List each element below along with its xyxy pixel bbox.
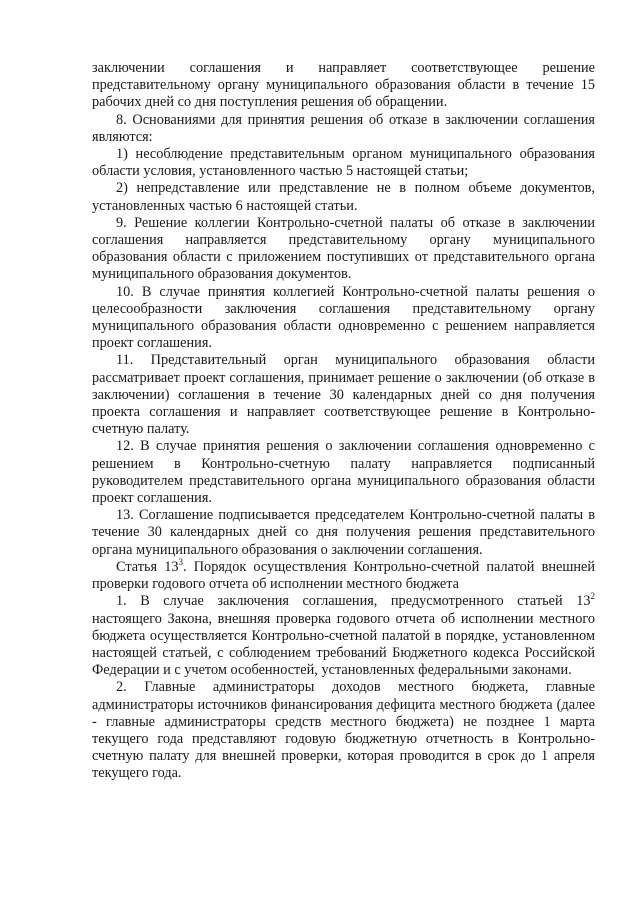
article-heading-title: . Порядок осуществления Контрольно-счетной палатой внешней проверки годового отчета об исполнении местного бюджета xyxy=(92,558,595,593)
article-paragraph-1-superscript: 2 xyxy=(590,591,595,602)
paragraph-13: 13. Соглашение подписывается председателем Контрольно-счетной палаты в течение 30 календарных дней со дня получения решения представительного органа муниципального образования о заключении соглашения. xyxy=(92,507,595,558)
article-paragraph-2: 2. Главные администраторы доходов местного бюджета, главные администраторы источников финансирования дефицита местного бюджета (далее - главные администраторы средств местного бюджета) не позднее 1 марта текущего года представляют годовую бюджетную отчетность в Контрольно-счетную палату для внешней проверки, которая проводится в срок до 1 апреля текущего года. xyxy=(92,679,595,782)
paragraph-9: 9. Решение коллегии Контрольно-счетной палаты об отказе в заключении соглашения направляется представительному органу муниципального образования области с приложением поступивших от представительного органа муниципального образования документов. xyxy=(92,214,595,283)
article-paragraph-1-start: 1. В случае заключения соглашения, предусмотренного статьей 13 xyxy=(116,593,591,610)
document-page xyxy=(92,60,595,783)
paragraph-8: 8. Основаниями для принятия решения об отказе в заключении соглашения являются: xyxy=(92,111,595,145)
article-heading xyxy=(92,559,595,593)
paragraph-12: 12. В случае принятия решения о заключении соглашения одновременно с решением в Контрольно-счетную палату направляется подписанный руководителем представительного органа муниципального образования области проект соглашения. xyxy=(92,438,595,507)
article-heading-prefix: Статья 13 xyxy=(116,558,179,575)
paragraph-11: 11. Представительный орган муниципального образования области рассматривает проект соглашения, принимает решение о заключении (об отказе в заключении) соглашения в течение 30 календарных дней со дня получения проекта соглашения и направляет соответствующее решение в Контрольно-счетную палату. xyxy=(92,352,595,438)
article-heading-superscript: 3 xyxy=(178,557,184,568)
paragraph-8-item-2: 2) непредставление или представление не в полном объеме документов, установленных частью 6 настоящей статьи. xyxy=(92,180,595,214)
article-paragraph-1 xyxy=(92,593,595,679)
paragraph-10: 10. В случае принятия коллегией Контрольно-счетной палаты решения о целесообразности заключения соглашения представительному органу муниципального образования области одновременно с решением направляется проект соглашения. xyxy=(92,283,595,352)
paragraph-continuation: заключении соглашения и направляет соответствующее решение представительному органу муниципального образования области в течение 15 рабочих дней со дня поступления решения об обращении. xyxy=(92,60,595,111)
article-paragraph-1-end: настоящего Закона, внешняя проверка годового отчета об исполнении местного бюджета осуществляется Контрольно-счетной палатой в порядке, установленном настоящей статьей, с соблюдением требований Бюджетного кодекса Российской Федерации и с учетом особенностей, установленных федеральными законами. xyxy=(92,610,595,679)
paragraph-8-item-1: 1) несоблюдение представительным органом муниципального образования области условия, установленного частью 5 настоящей статьи; xyxy=(92,146,595,180)
